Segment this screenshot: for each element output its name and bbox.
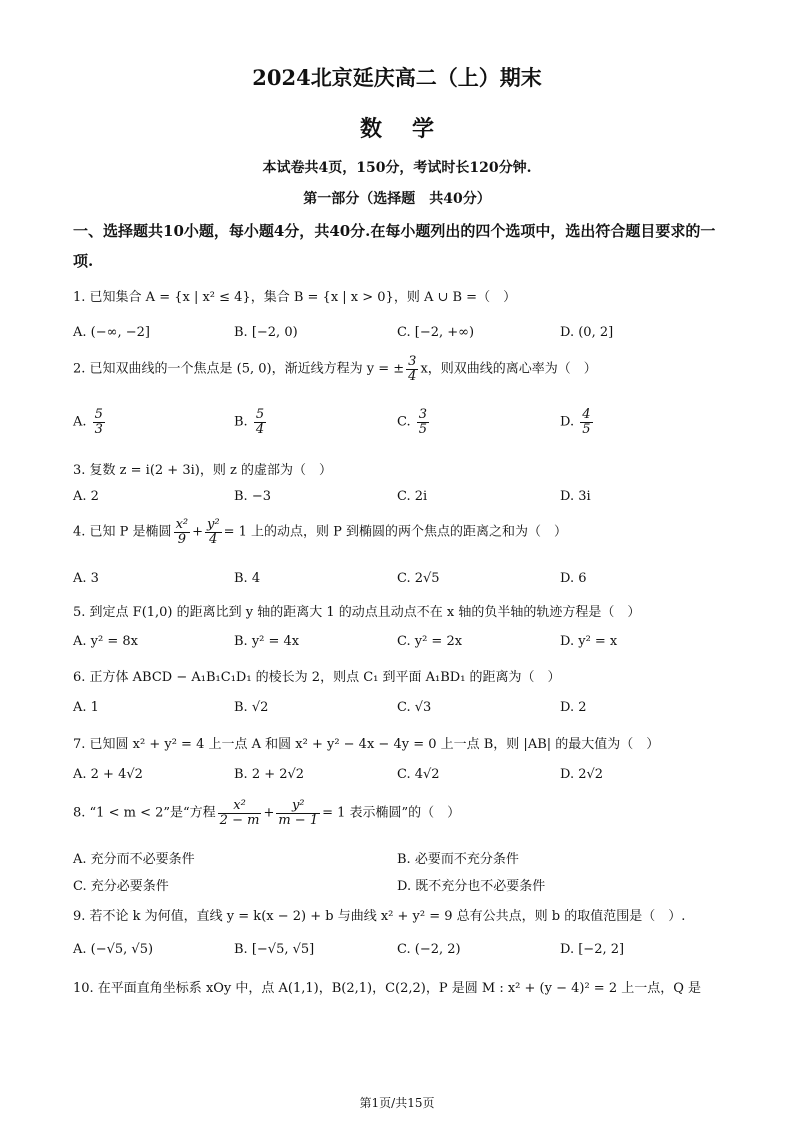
question-1-option-c: C. [−2, +∞) (397, 325, 475, 340)
part-heading: 第一部分（选择题 共40分） (303, 191, 491, 207)
question-5-option-c: C. y² = 2x (397, 634, 463, 649)
question-7-stem: 7. 已知圆 x² + y² = 4 上一点 A 和圆 x² + y² − 4x − 4y = 0 上一点 B，则 |AB| 的最大值为（ ） (73, 737, 660, 752)
question-3-option-a: A. 2 (73, 489, 99, 504)
question-9-option-a: A. (−√5, √5) (73, 942, 154, 957)
question-1-option-b: B. [−2, 0) (234, 325, 298, 340)
question-2-stem-pre: 2. 已知双曲线的一个焦点是 (5, 0)，渐近线方程为 y = ± (73, 361, 405, 377)
question-2-fraction: $\frac{3}{4}$ (408, 354, 417, 384)
subject-title: 数学 (359, 116, 464, 142)
question-5-stem: 5. 到定点 F(1,0) 的距离比到 y 轴的距离大 1 的动点且动点不在 x 轴的负半轴的轨迹方程是（ ） (73, 605, 641, 620)
question-4-option-b: B. 4 (234, 571, 261, 586)
question-4-stem: 4. 已知 P 是椭圆 $\frac{\text{x²}}{9}$ + $\frac{\text{y²}}{4}$ = 1 上的动点，则 P 到椭圆的两个焦点的距离之和为（ ） (73, 517, 568, 547)
question-10-stem: 10. 在平面直角坐标系 xOy 中，点 A(1,1)，B(2,1)，C(2,2)，P 是圆 M : x² + (y − 4)² = 2 上一点，Q 是 (73, 981, 702, 996)
question-8-option-d: D. 既不充分也不必要条件 (397, 879, 546, 894)
question-8-option-c: C. 充分必要条件 (73, 879, 169, 894)
question-2-option-a: A. $\frac{5}{3}$ (73, 407, 103, 437)
question-3-option-d: D. 3i (560, 489, 591, 504)
question-6-option-b: B. √2 (234, 700, 269, 715)
question-8-option-b: B. 必要而不充分条件 (397, 852, 519, 867)
question-8-option-a: A. 充分而不必要条件 (73, 852, 195, 867)
question-9-option-b: B. [−√5, √5] (234, 942, 315, 957)
question-3-option-b: B. −3 (234, 489, 271, 504)
question-8-fraction-y: $\frac{\text{y²}}{m - 1}$ (278, 798, 319, 828)
exam-info: 本试卷共4页，150分，考试时长120分钟. (262, 160, 532, 176)
question-2-option-b: B. $\frac{5}{4}$ (234, 407, 265, 437)
question-6-option-c: C. √3 (397, 700, 432, 715)
section-instructions: 一、选择题共10小题，每小题4分，共40分.在每小题列出的四个选项中，选出符合题目要求的一项. (73, 222, 716, 270)
question-2-stem (73, 355, 597, 383)
question-8-stem: 8. “1 < m < 2”是“方程 $\frac{\text{x²}}{2 - m}$ + $\frac{\text{y²}}{m - 1}$ = 1 表示椭圆”的（ ） (73, 798, 461, 828)
question-4-option-d: D. 6 (560, 571, 587, 586)
question-2-option-d: D. $\frac{4}{5}$ (560, 407, 591, 437)
question-4-option-c: C. 2√5 (397, 571, 440, 586)
question-2-stem-post: x，则双曲线的离心率为（ ） (420, 361, 597, 377)
question-3-option-c: C. 2i (397, 489, 428, 504)
question-9-option-c: C. (−2, 2) (397, 942, 461, 957)
question-4-fraction-y: $\frac{\text{y²}}{4}$ (207, 517, 220, 547)
question-7-option-a: A. 2 + 4√2 (73, 767, 143, 782)
exam-title: 2024北京延庆高二（上）期末 (252, 65, 542, 90)
question-4-fraction-x: $\frac{\text{x²}}{9}$ (175, 517, 189, 547)
question-2-option-c: C. $\frac{3}{5}$ (397, 407, 428, 437)
question-1-stem: 1. 已知集合 A = {x | x² ≤ 4}，集合 B = {x | x > 0}，则 A ∪ B =（ ） (73, 290, 517, 305)
question-7-option-d: D. 2√2 (560, 767, 604, 782)
question-1-option-d: D. (0, 2] (560, 325, 614, 340)
page-footer: 第1页/共15页 (359, 1096, 435, 1110)
question-6-option-a: A. 1 (73, 700, 99, 715)
question-5-option-d: D. y² = x (560, 634, 618, 649)
question-4-option-a: A. 3 (73, 571, 99, 586)
question-8-fraction-x: $\frac{\text{x²}}{2 - m}$ (219, 798, 260, 828)
question-9-option-d: D. [−2, 2] (560, 942, 625, 957)
question-9-stem: 9. 若不论 k 为何值，直线 y = k(x − 2) + b 与曲线 x² + y² = 9 总有公共点，则 b 的取值范围是（ ）. (73, 909, 686, 924)
question-7-option-c: C. 4√2 (397, 767, 440, 782)
question-5-option-a: A. y² = 8x (73, 634, 138, 649)
question-3-stem: 3. 复数 z = i(2 + 3i)，则 z 的虚部为（ ） (73, 463, 332, 478)
question-6-stem: 6. 正方体 ABCD − A₁B₁C₁D₁ 的棱长为 2，则点 C₁ 到平面 A₁BD₁ 的距离为（ ） (73, 670, 561, 685)
question-6-option-d: D. 2 (560, 700, 587, 715)
question-7-option-b: B. 2 + 2√2 (234, 767, 305, 782)
question-1-option-a: A. (−∞, −2] (73, 325, 150, 340)
question-5-option-b: B. y² = 4x (234, 634, 300, 649)
